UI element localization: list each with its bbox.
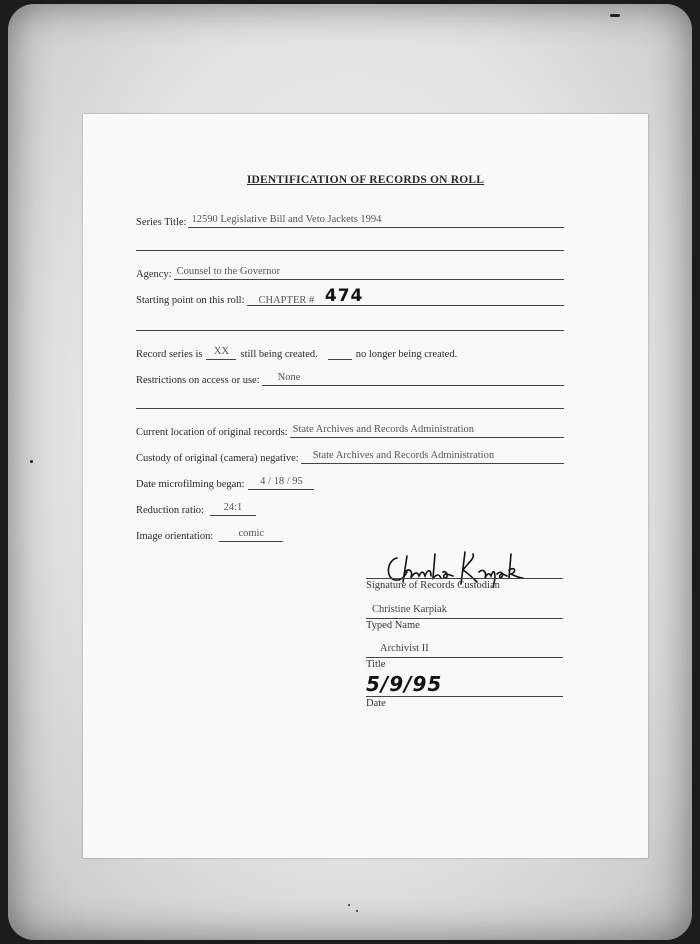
agency-value: Counsel to the Governor xyxy=(174,265,564,280)
starting-point-continuation-line xyxy=(136,330,564,331)
starting-point-handwritten: 474 xyxy=(324,286,364,306)
record-series-no-longer-mark xyxy=(328,345,352,360)
date-began-label: Date microfilming began: xyxy=(136,479,245,490)
film-speck xyxy=(356,910,358,912)
film-speck xyxy=(610,14,620,17)
current-location-value: State Archives and Records Administration xyxy=(290,423,564,438)
signature-row xyxy=(366,562,563,593)
record-series-no-longer-text: no longer being created. xyxy=(355,349,458,360)
typed-name-row xyxy=(366,602,563,633)
title-caption: Title xyxy=(366,659,386,670)
starting-point-value xyxy=(247,286,564,306)
restrictions-label: Restrictions on access or use: xyxy=(136,375,260,386)
film-speck xyxy=(348,904,350,906)
record-series-still-mark: XX xyxy=(206,345,236,360)
orientation-row xyxy=(136,526,564,542)
current-location-label: Current location of original records: xyxy=(136,427,288,438)
typed-name-value: Christine Karpiak xyxy=(366,602,563,619)
orientation-value: comic xyxy=(219,527,283,542)
series-title-label: Series Title: xyxy=(136,217,187,228)
restrictions-continuation-line xyxy=(136,408,564,409)
current-location-row xyxy=(136,422,564,438)
agency-label: Agency: xyxy=(136,269,172,280)
starting-point-printed: CHAPTER # xyxy=(258,295,315,306)
title-value: Archivist II xyxy=(366,641,563,658)
restrictions-row xyxy=(136,370,564,386)
date-handwritten: 5/9/95 xyxy=(366,672,443,696)
orientation-label: Image orientation: xyxy=(136,531,214,542)
record-series-still-text: still being created. xyxy=(240,349,318,360)
signature-line xyxy=(366,562,563,579)
starting-point-label: Starting point on this roll: xyxy=(136,295,245,306)
series-title-value: 12590 Legislative Bill and Veto Jackets 1994 xyxy=(188,213,564,228)
reduction-row xyxy=(136,500,564,516)
date-line xyxy=(366,680,563,697)
record-series-prefix: Record series is xyxy=(136,349,203,360)
reduction-value: 24:1 xyxy=(210,501,256,516)
signature-caption: Signature of Records Custodian xyxy=(366,580,500,591)
date-row xyxy=(366,680,563,711)
series-title-continuation-line xyxy=(136,250,564,251)
custody-value: State Archives and Records Administration xyxy=(301,449,564,464)
series-title-row xyxy=(136,212,564,228)
title-row xyxy=(366,641,563,672)
reduction-label: Reduction ratio: xyxy=(136,505,204,516)
starting-point-row xyxy=(136,286,564,306)
restrictions-value: None xyxy=(262,371,564,386)
record-series-row xyxy=(136,344,564,360)
typed-name-caption: Typed Name xyxy=(366,620,420,631)
custody-label: Custody of original (camera) negative: xyxy=(136,453,299,464)
custody-row xyxy=(136,448,564,464)
date-began-value: 4 / 18 / 95 xyxy=(248,475,314,490)
agency-row xyxy=(136,264,564,280)
date-began-row xyxy=(136,474,564,490)
form-title: IDENTIFICATION OF RECORDS ON ROLL xyxy=(246,174,485,186)
records-form-page xyxy=(83,114,648,858)
date-caption: Date xyxy=(366,698,386,709)
film-speck xyxy=(30,460,33,463)
